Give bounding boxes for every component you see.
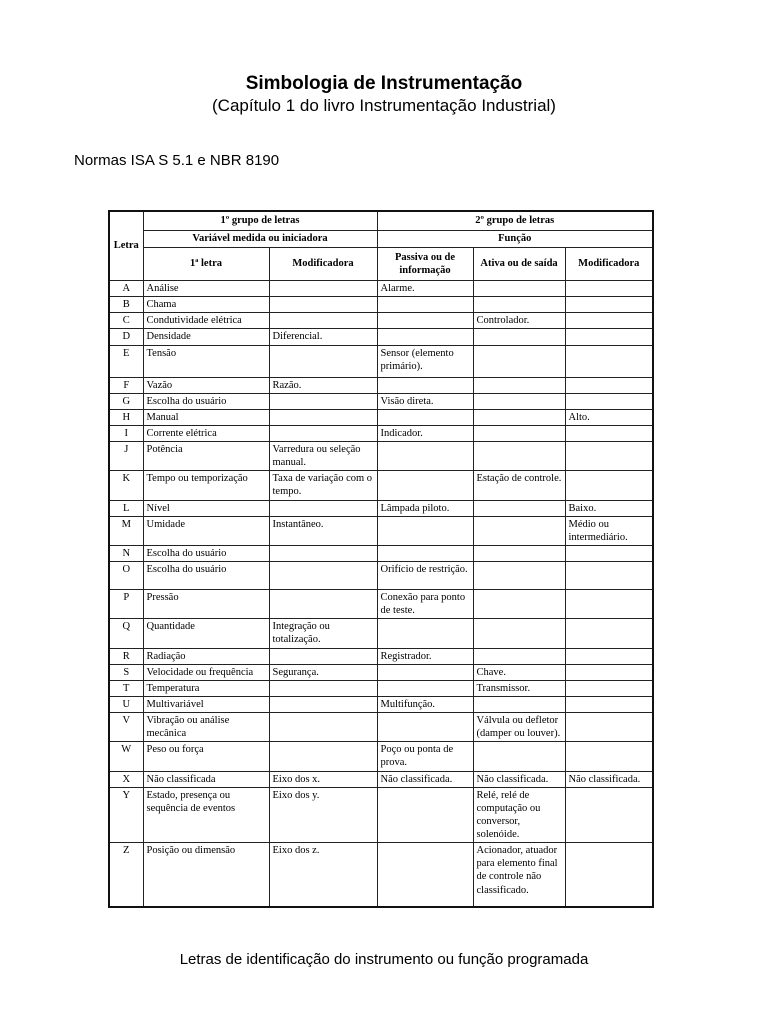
active-cell: [473, 425, 565, 441]
letter-cell: S: [109, 664, 143, 680]
variable-cell: Tensão: [143, 345, 269, 377]
table-row: [109, 297, 653, 313]
passive-cell: Visão direta.: [377, 393, 473, 409]
active-cell: [473, 696, 565, 712]
passive-cell: [377, 545, 473, 561]
variable-cell: Análise: [143, 281, 269, 297]
active-cell: [473, 500, 565, 516]
passive-cell: Poço ou ponta de prova.: [377, 742, 473, 771]
modifier2-cell: Baixo.: [565, 500, 653, 516]
modifier1-cell: Eixo dos x.: [269, 771, 377, 787]
active-cell: [473, 409, 565, 425]
active-cell: [473, 345, 565, 377]
active-cell: [473, 545, 565, 561]
modifier1-cell: Eixo dos z.: [269, 843, 377, 907]
modifier2-cell: [565, 545, 653, 561]
variable-cell: Multivariável: [143, 696, 269, 712]
table-row: [109, 313, 653, 329]
document-subtitle: (Capítulo 1 do livro Instrumentação Industrial): [212, 96, 556, 115]
modifier2-cell: [565, 329, 653, 345]
table-row: [109, 590, 653, 619]
table-row: [109, 442, 653, 471]
modifier2-cell: Alto.: [565, 409, 653, 425]
table-row: [109, 516, 653, 545]
table-row: [109, 713, 653, 742]
passive-cell: [377, 516, 473, 545]
passive-cell: [377, 442, 473, 471]
variable-cell: Densidade: [143, 329, 269, 345]
passive-cell: Conexão para ponto de teste.: [377, 590, 473, 619]
table-body: [109, 281, 653, 907]
active-cell: [473, 619, 565, 648]
header-row-groups: [109, 211, 653, 231]
modifier1-cell: Taxa de variação com o tempo.: [269, 471, 377, 500]
modifier1-cell: [269, 545, 377, 561]
scanned-table-image: [108, 210, 652, 934]
letter-cell: C: [109, 313, 143, 329]
modifier1-cell: [269, 680, 377, 696]
table-row: [109, 425, 653, 441]
variable-cell: Estado, presença ou sequência de eventos: [143, 787, 269, 843]
table-row: [109, 329, 653, 345]
table-row: [109, 843, 653, 907]
header-row-subgroups: [109, 231, 653, 248]
table-row: [109, 409, 653, 425]
passive-cell: Lâmpada piloto.: [377, 500, 473, 516]
table-row: [109, 664, 653, 680]
letter-cell: N: [109, 545, 143, 561]
header-group2-sub: Função: [377, 231, 653, 248]
table-row: [109, 787, 653, 843]
header-passive: Passiva ou de informação: [377, 248, 473, 281]
modifier2-cell: [565, 787, 653, 843]
passive-cell: [377, 619, 473, 648]
modifier2-cell: [565, 742, 653, 771]
letter-cell: X: [109, 771, 143, 787]
modifier2-cell: [565, 471, 653, 500]
passive-cell: Sensor (elemento primário).: [377, 345, 473, 377]
variable-cell: Manual: [143, 409, 269, 425]
active-cell: Não classificada.: [473, 771, 565, 787]
table-caption: Letras de identificação do instrumento ou função programada: [179, 951, 589, 968]
active-cell: [473, 393, 565, 409]
modifier2-cell: [565, 562, 653, 590]
modifier1-cell: [269, 281, 377, 297]
modifier1-cell: Diferencial.: [269, 329, 377, 345]
passive-cell: Não classificada.: [377, 771, 473, 787]
modifier1-cell: Instantâneo.: [269, 516, 377, 545]
letter-cell: L: [109, 500, 143, 516]
modifier2-cell: Médio ou intermediário.: [565, 516, 653, 545]
modifier2-cell: [565, 696, 653, 712]
active-cell: [473, 442, 565, 471]
letter-cell: G: [109, 393, 143, 409]
table-row: [109, 545, 653, 561]
modifier2-cell: Não classificada.: [565, 771, 653, 787]
active-cell: [473, 648, 565, 664]
letter-cell: B: [109, 297, 143, 313]
passive-cell: Alarme.: [377, 281, 473, 297]
active-cell: Transmissor.: [473, 680, 565, 696]
table-row: [109, 680, 653, 696]
passive-cell: [377, 313, 473, 329]
modifier2-cell: [565, 619, 653, 648]
modifier2-cell: [565, 345, 653, 377]
passive-cell: Multifunção.: [377, 696, 473, 712]
letter-cell: H: [109, 409, 143, 425]
modifier1-cell: [269, 409, 377, 425]
passive-cell: [377, 664, 473, 680]
variable-cell: Quantidade: [143, 619, 269, 648]
active-cell: Relé, relé de computação ou conversor, solenóide.: [473, 787, 565, 843]
active-cell: Válvula ou defletor (damper ou louver).: [473, 713, 565, 742]
header-modifier-2: Modificadora: [565, 248, 653, 281]
modifier2-cell: [565, 313, 653, 329]
table-row: [109, 696, 653, 712]
modifier1-cell: [269, 590, 377, 619]
modifier1-cell: [269, 393, 377, 409]
variable-cell: Tempo ou temporização: [143, 471, 269, 500]
modifier2-cell: [565, 648, 653, 664]
variable-cell: Vazão: [143, 377, 269, 393]
active-cell: [473, 377, 565, 393]
letter-cell: P: [109, 590, 143, 619]
modifier2-cell: [565, 843, 653, 907]
modifier1-cell: [269, 742, 377, 771]
header-active: Ativa ou de saída: [473, 248, 565, 281]
letter-cell: I: [109, 425, 143, 441]
modifier2-cell: [565, 425, 653, 441]
norms-reference: Normas ISA S 5.1 e NBR 8190: [74, 152, 280, 169]
modifier1-cell: [269, 425, 377, 441]
table-row: [109, 742, 653, 771]
letter-cell: V: [109, 713, 143, 742]
modifier1-cell: [269, 713, 377, 742]
letter-cell: K: [109, 471, 143, 500]
table-row: [109, 648, 653, 664]
table-row: [109, 562, 653, 590]
table-row: [109, 393, 653, 409]
modifier1-cell: Varredura ou seleção manual.: [269, 442, 377, 471]
variable-cell: Escolha do usuário: [143, 545, 269, 561]
modifier2-cell: [565, 281, 653, 297]
active-cell: [473, 297, 565, 313]
header-group1-sub: Variável medida ou iniciadora: [143, 231, 377, 248]
variable-cell: Chama: [143, 297, 269, 313]
letter-cell: W: [109, 742, 143, 771]
modifier2-cell: [565, 713, 653, 742]
letter-cell: T: [109, 680, 143, 696]
letter-cell: R: [109, 648, 143, 664]
active-cell: [473, 562, 565, 590]
letter-cell: F: [109, 377, 143, 393]
variable-cell: Não classificada: [143, 771, 269, 787]
passive-cell: [377, 329, 473, 345]
passive-cell: [377, 843, 473, 907]
table-row: [109, 281, 653, 297]
identification-letters-table: [108, 210, 654, 908]
modifier1-cell: [269, 562, 377, 590]
variable-cell: Umidade: [143, 516, 269, 545]
letter-cell: Q: [109, 619, 143, 648]
modifier2-cell: [565, 680, 653, 696]
passive-cell: [377, 409, 473, 425]
variable-cell: Temperatura: [143, 680, 269, 696]
passive-cell: [377, 297, 473, 313]
modifier1-cell: Razão.: [269, 377, 377, 393]
active-cell: [473, 516, 565, 545]
letter-cell: U: [109, 696, 143, 712]
variable-cell: Peso ou força: [143, 742, 269, 771]
letter-cell: D: [109, 329, 143, 345]
document-title: Simbologia de Instrumentação: [245, 73, 523, 94]
letter-cell: M: [109, 516, 143, 545]
table-row: [109, 345, 653, 377]
table-row: [109, 771, 653, 787]
modifier2-cell: [565, 377, 653, 393]
variable-cell: Pressão: [143, 590, 269, 619]
modifier1-cell: Eixo dos y.: [269, 787, 377, 843]
modifier1-cell: Integração ou totalização.: [269, 619, 377, 648]
modifier1-cell: [269, 696, 377, 712]
passive-cell: Indicador.: [377, 425, 473, 441]
letter-cell: A: [109, 281, 143, 297]
passive-cell: Orifício de restrição.: [377, 562, 473, 590]
modifier1-cell: [269, 345, 377, 377]
active-cell: [473, 590, 565, 619]
letter-cell: Z: [109, 843, 143, 907]
passive-cell: [377, 471, 473, 500]
modifier1-cell: [269, 313, 377, 329]
active-cell: Estação de controle.: [473, 471, 565, 500]
variable-cell: Nível: [143, 500, 269, 516]
header-row-columns: [109, 248, 653, 281]
letter-cell: E: [109, 345, 143, 377]
passive-cell: [377, 377, 473, 393]
header-letra: Letra: [109, 211, 143, 281]
header-group2: 2º grupo de letras: [377, 211, 653, 231]
variable-cell: Escolha do usuário: [143, 393, 269, 409]
passive-cell: [377, 713, 473, 742]
table-row: [109, 471, 653, 500]
passive-cell: [377, 787, 473, 843]
table-row: [109, 619, 653, 648]
modifier2-cell: [565, 442, 653, 471]
modifier1-cell: [269, 648, 377, 664]
active-cell: Acionador, atuador para elemento final de controle não classificado.: [473, 843, 565, 907]
variable-cell: Condutividade elétrica: [143, 313, 269, 329]
active-cell: [473, 742, 565, 771]
modifier2-cell: [565, 590, 653, 619]
letter-cell: Y: [109, 787, 143, 843]
modifier2-cell: [565, 297, 653, 313]
variable-cell: Escolha do usuário: [143, 562, 269, 590]
modifier1-cell: [269, 297, 377, 313]
modifier2-cell: [565, 664, 653, 680]
variable-cell: Vibração ou análise mecânica: [143, 713, 269, 742]
header-first-letter: 1ª letra: [143, 248, 269, 281]
header-group1: 1º grupo de letras: [143, 211, 377, 231]
header-modifier-1: Modificadora: [269, 248, 377, 281]
variable-cell: Corrente elétrica: [143, 425, 269, 441]
active-cell: Chave.: [473, 664, 565, 680]
table-row: [109, 500, 653, 516]
variable-cell: Posição ou dimensão: [143, 843, 269, 907]
active-cell: [473, 281, 565, 297]
modifier1-cell: Segurança.: [269, 664, 377, 680]
variable-cell: Velocidade ou frequência: [143, 664, 269, 680]
table-row: [109, 377, 653, 393]
active-cell: [473, 329, 565, 345]
variable-cell: Radiação: [143, 648, 269, 664]
modifier2-cell: [565, 393, 653, 409]
modifier1-cell: [269, 500, 377, 516]
active-cell: Controlador.: [473, 313, 565, 329]
passive-cell: [377, 680, 473, 696]
letter-cell: J: [109, 442, 143, 471]
letter-cell: O: [109, 562, 143, 590]
passive-cell: Registrador.: [377, 648, 473, 664]
variable-cell: Potência: [143, 442, 269, 471]
